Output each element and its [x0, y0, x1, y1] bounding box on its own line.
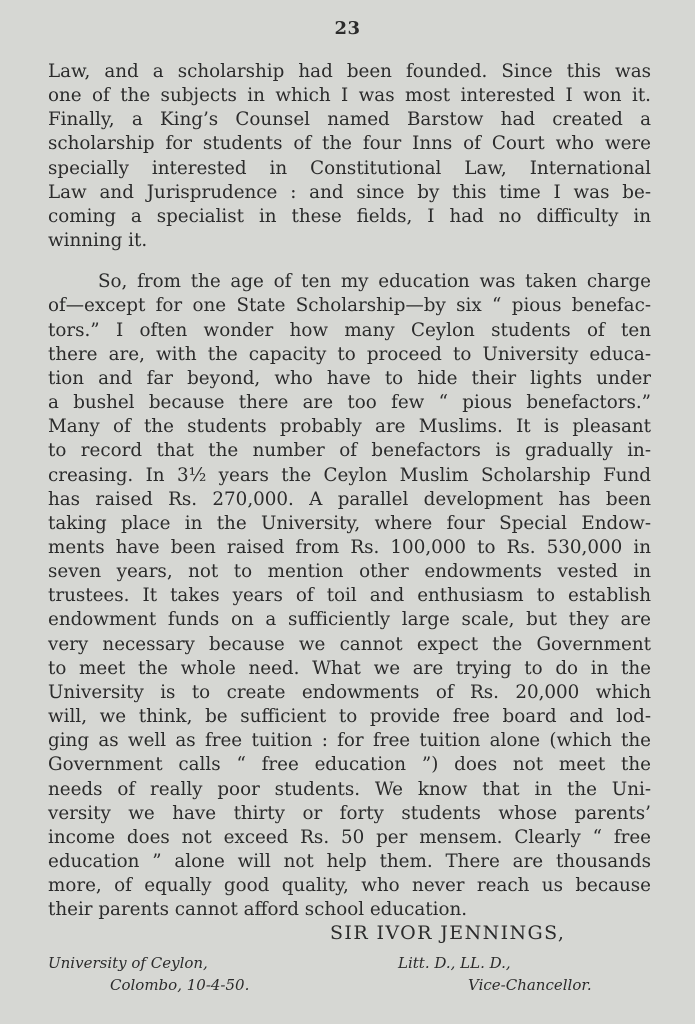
- paragraph-2: [48, 270, 651, 922]
- affiliation-institution: University of Ceylon,: [48, 954, 208, 972]
- text-line: has raised Rs. 270,000. A parallel development has been: [48, 488, 651, 510]
- text-line: their parents cannot afford school education.: [48, 899, 468, 921]
- text-line: tors.” I often wonder how many Ceylon students of ten: [48, 319, 651, 341]
- text-line: scholarship for students of the four Inns of Court who were: [48, 133, 651, 155]
- text-line: winning it.: [48, 230, 148, 252]
- text-line: specially interested in Constitutional Law, International: [48, 157, 651, 179]
- text-line: endowment funds on a sufficiently large scale, but they are: [48, 609, 651, 631]
- text-line: more, of equally good quality, who never reach us because: [48, 875, 651, 897]
- text-line: taking place in the University, where four Special Endow-: [48, 512, 651, 534]
- text-line: Many of the students probably are Muslims. It is pleasant: [48, 416, 651, 438]
- text-line: ments have been raised from Rs. 100,000 to Rs. 530,000 in: [48, 536, 651, 558]
- signature-credentials: [398, 952, 592, 996]
- text-line: Government calls “ free education ”) does not meet the: [48, 754, 651, 776]
- text-line: of—except for one State Scholarship—by six “ pious benefac-: [48, 295, 651, 317]
- text-line: University is to create endowments of Rs. 20,000 which: [48, 681, 651, 703]
- text-line: there are, with the capacity to proceed to University educa-: [48, 343, 651, 365]
- affiliation-place-date: Colombo, 10-4-50.: [110, 976, 250, 994]
- text-line: to record that the number of benefactors is gradually in-: [48, 440, 651, 462]
- text-line: income does not exceed Rs. 50 per mensem. Clearly “ free: [48, 826, 651, 848]
- text-line: tion and far beyond, who have to hide their lights under: [48, 367, 651, 389]
- text-line: Law and Jurisprudence : and since by this time I was be-: [48, 181, 651, 203]
- affiliation: [48, 952, 249, 996]
- signature-degrees: Litt. D., LL. D.,: [398, 954, 511, 972]
- text-line: needs of really poor students. We know that in the Uni-: [48, 778, 651, 800]
- text-line: very necessary because we cannot expect the Government: [48, 633, 651, 655]
- signature-name: SIR IVOR JENNINGS,: [330, 922, 566, 944]
- text-line: ging as well as free tuition : for free tuition alone (which the: [48, 730, 651, 752]
- text-line: will, we think, be sufficient to provide free board and lod-: [48, 706, 651, 728]
- text-line: trustees. It takes years of toil and enthusiasm to establish: [48, 585, 651, 607]
- text-line: seven years, not to mention other endowments vested in: [48, 561, 651, 583]
- text-line: creasing. In 3½ years the Ceylon Muslim Scholarship Fund: [48, 464, 651, 486]
- text-line: to meet the whole need. What we are trying to do in the: [48, 657, 651, 679]
- text-line: education ” alone will not help them. There are thousands: [48, 851, 651, 872]
- text-line: versity we have thirty or forty students whose parents’: [48, 802, 651, 824]
- signature-title: Vice-Chancellor.: [468, 976, 592, 994]
- paragraph-gap: [48, 253, 651, 270]
- text-line: Finally, a King’s Counsel named Barstow had created a: [48, 109, 651, 131]
- page-number: 23: [334, 18, 361, 39]
- text-line: a bushel because there are too few “ pious benefactors.”: [48, 392, 651, 414]
- text-line: coming a specialist in these fields, I had no difficulty in: [48, 205, 651, 227]
- body-text: [48, 60, 651, 922]
- text-line: Law, and a scholarship had been founded. Since this was: [48, 61, 651, 82]
- text-line: one of the subjects in which I was most interested I won it.: [48, 85, 651, 107]
- paragraph-1: [48, 60, 651, 253]
- text-line: So, from the age of ten my education was taken charge: [98, 271, 651, 293]
